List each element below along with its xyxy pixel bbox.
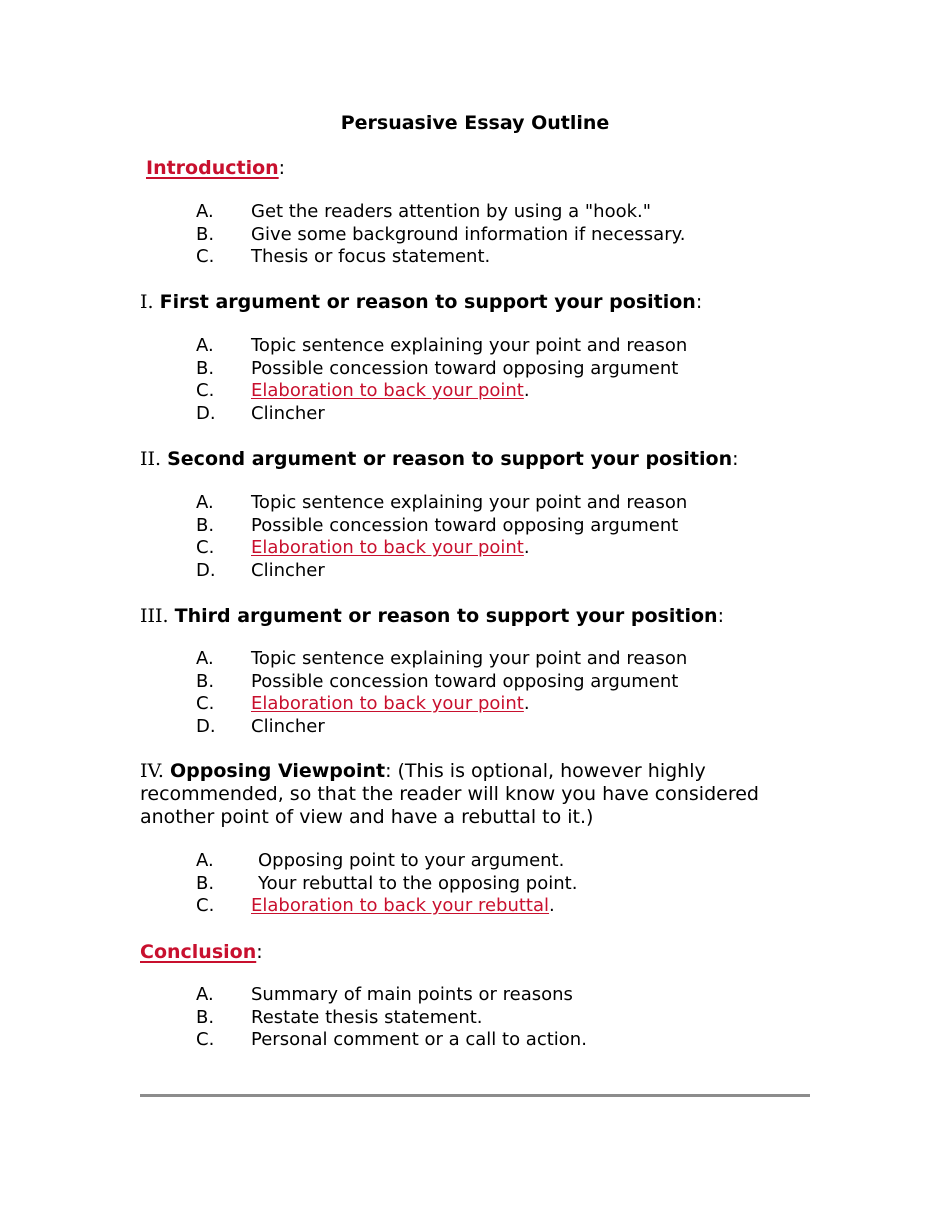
opposing-viewpoint-title: Opposing Viewpoint bbox=[170, 760, 386, 782]
third-argument-heading: III. Third argument or reason to support your position: bbox=[140, 605, 724, 627]
second-argument-heading: II. Second argument or reason to support your position: bbox=[140, 448, 739, 470]
conclusion-link[interactable]: Conclusion bbox=[140, 941, 257, 963]
first-argument-heading: I. First argument or reason to support your position: bbox=[140, 291, 703, 313]
elaboration-link[interactable]: Elaboration to back your point bbox=[251, 537, 524, 559]
elaboration-rebuttal-link[interactable]: Elaboration to back your rebuttal bbox=[251, 895, 550, 917]
elaboration-link[interactable]: Elaboration to back your point bbox=[251, 693, 524, 715]
elaboration-link[interactable]: Elaboration to back your point bbox=[251, 380, 524, 402]
opposing-viewpoint-paragraph: IV. Opposing Viewpoint: (This is optional, however highly recommended, so that the reader will know you have considered another point of view and have a rebuttal to it.) bbox=[140, 760, 759, 828]
page-title: Persuasive Essay Outline bbox=[340, 112, 610, 134]
horizontal-rule bbox=[140, 1094, 810, 1097]
introduction-link[interactable]: Introduction bbox=[146, 157, 279, 179]
conclusion-heading: Conclusion: bbox=[140, 941, 263, 963]
introduction-heading: Introduction: bbox=[146, 157, 286, 179]
